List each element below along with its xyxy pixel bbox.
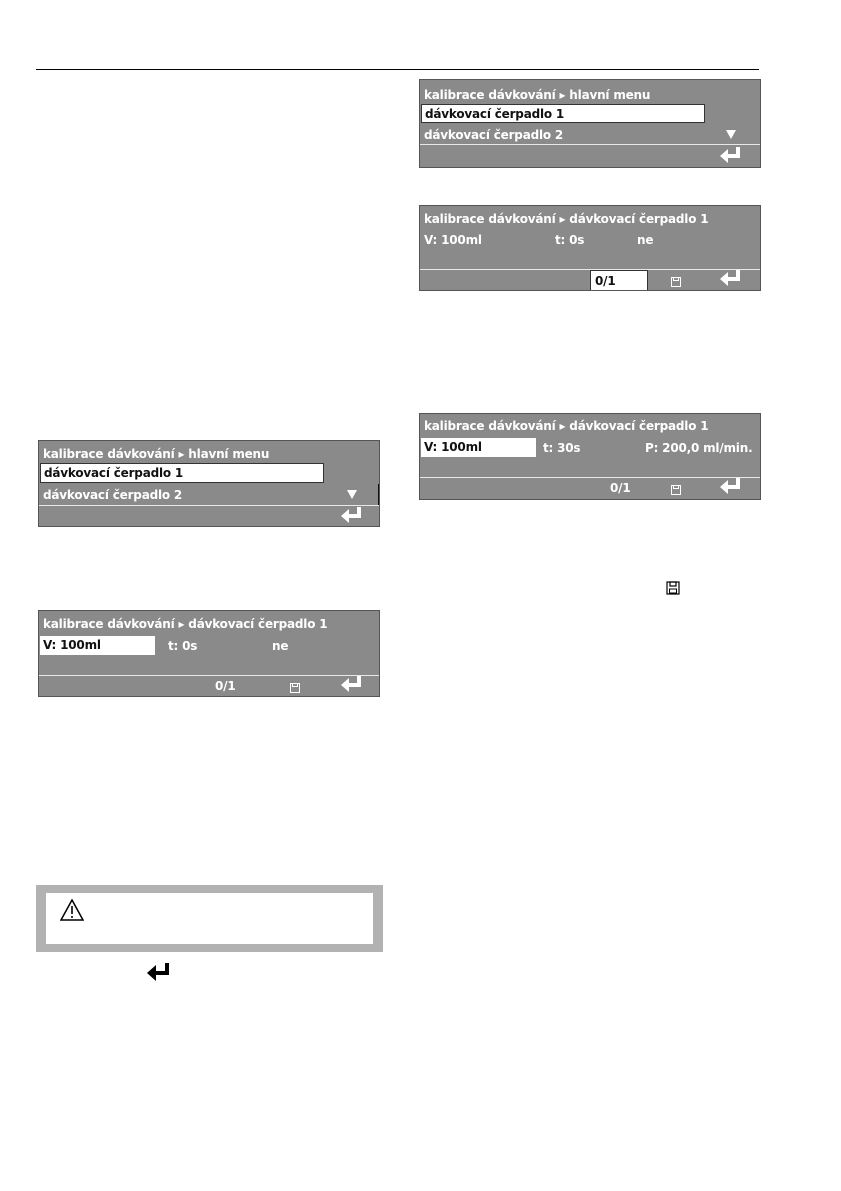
menu-screen-left [38,440,380,527]
floppy-disk-icon[interactable] [290,683,300,693]
menu-item-pump-1[interactable]: dávkovací čerpadlo 1 [40,463,324,483]
counter-value: 0/1 [595,274,616,288]
screen-title: kalibrace dávkování ▸ dávkovací čerpadlo 1 [424,419,709,433]
return-arrow-icon[interactable] [339,675,365,695]
status-value: ne [637,233,654,247]
screen-title: kalibrace dávkování ▸ dávkovací čerpadlo 1 [43,617,328,631]
pump-screen-volume-selected [38,610,380,697]
volume-field-selected[interactable]: V: 100ml [421,438,536,457]
scroll-down-arrow-icon[interactable] [347,490,357,499]
screen-footer-divider [39,675,379,676]
menu-item-pump-2[interactable]: dávkovací čerpadlo 2 [424,128,564,142]
screen-title: kalibrace dávkování ▸ hlavní menu [43,447,270,461]
warning-box [36,885,383,952]
screen-title: kalibrace dávkování ▸ dávkovací čerpadlo 1 [424,212,709,226]
pump-screen-flow-rate [419,413,761,500]
volume-value: V: 100ml [424,233,482,247]
floppy-disk-icon[interactable] [671,277,681,287]
return-arrow-icon[interactable] [718,269,744,289]
screen-footer-divider [420,477,760,478]
screen-footer-divider [420,144,760,145]
scrollbar-track [378,484,379,505]
menu-item-pump-2[interactable]: dávkovací čerpadlo 2 [43,488,183,502]
return-arrow-icon [145,962,173,984]
warning-triangle-icon [60,899,84,921]
floppy-disk-icon [666,581,680,595]
screen-title: kalibrace dávkování ▸ hlavní menu [424,88,651,102]
scroll-down-arrow-icon[interactable] [726,130,736,139]
time-value: t: 0s [555,233,585,247]
counter-value: 0/1 [610,481,631,495]
counter-value: 0/1 [215,679,236,693]
screen-footer-divider [39,505,379,506]
return-arrow-icon[interactable] [339,506,365,526]
pump-screen-counter-selected [419,205,761,291]
status-value: ne [272,639,289,653]
time-value: t: 0s [168,639,198,653]
volume-field-selected[interactable]: V: 100ml [40,636,155,655]
return-arrow-icon[interactable] [718,477,744,497]
flow-rate-value: P: 200,0 ml/min. [645,441,753,455]
warning-box-inner [46,893,373,944]
floppy-disk-icon[interactable] [671,485,681,495]
return-arrow-icon[interactable] [718,146,744,166]
header-rule [36,69,759,70]
menu-screen-top [419,79,761,168]
time-value: t: 30s [543,441,581,455]
menu-item-pump-1[interactable]: dávkovací čerpadlo 1 [421,104,705,123]
